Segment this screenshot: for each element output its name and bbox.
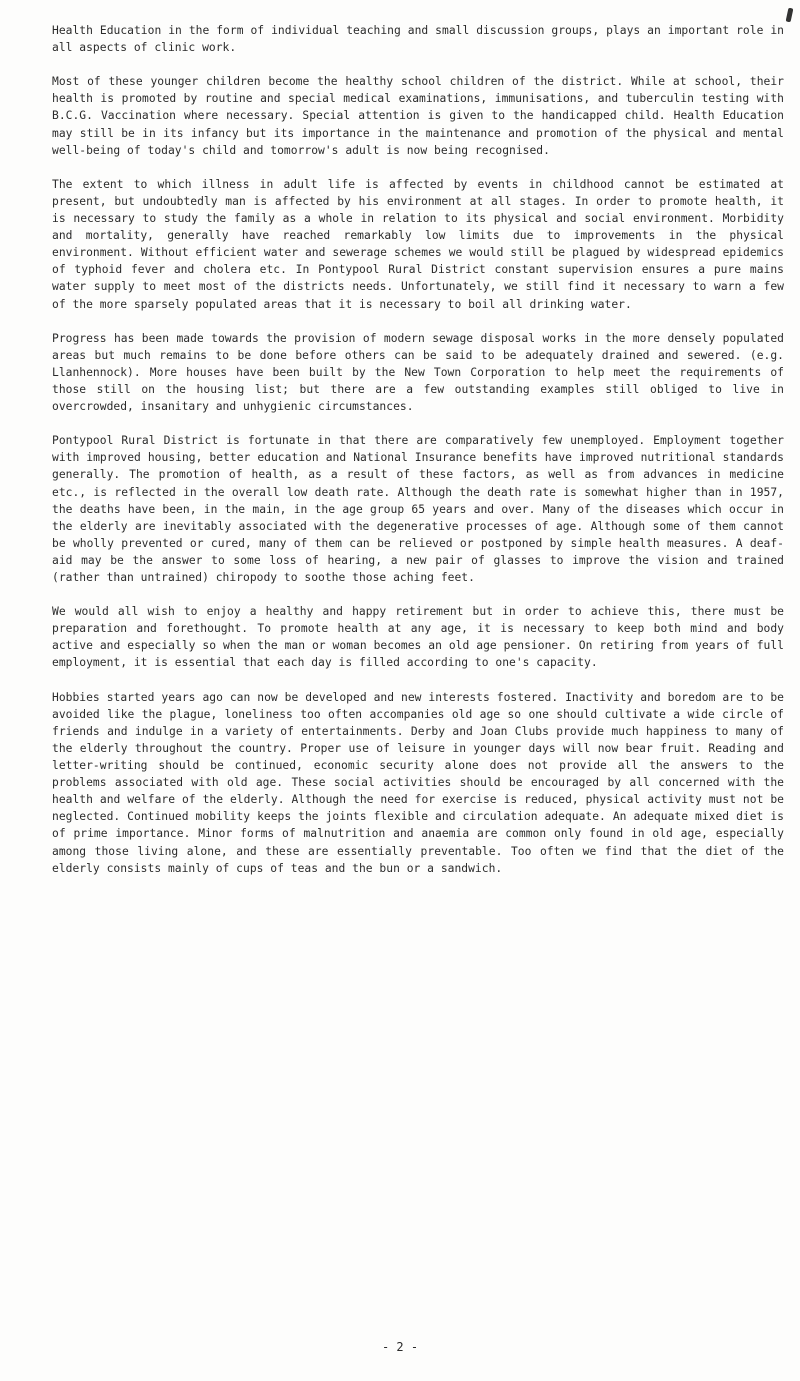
paragraph-environment: The extent to which illness in adult life is affected by events in childhood cannot be estimated at present, but undoubtedly man is affected by his environment at all stages. In order to promote health, it is necessary to study the family as a whole in relation to its physical and social environment. Morbidity and mortality, generally have reached remarkably low limits due to improvements in the physical environment. Without efficient water and sewerage schemes we would still be plagued by widespread epidemics of typhoid fever and cholera etc. In Pontypool Rural District constant supervision ensures a pure mains water supply to meet most of the districts needs. Unfortunately, we still find it necessary to warn a few of the more sparsely populated areas that it is necessary to boil all drinking water. — [52, 177, 784, 311]
body-text — [52, 22, 784, 877]
paragraph-hobbies-diet: Hobbies started years ago can now be developed and new interests fostered. Inactivity and boredom are to be avoided like the plague, loneliness too often accompanies old age so one should cultivate a wide circle of friends and indulge in a variety of entertainments. Derby and Joan Clubs provide much happiness to many of the elderly throughout the country. Proper use of leisure in younger days will now bear fruit. Reading and letter-writing should be continued, economic security alone does not provide all the answers to the problems associated with old age. These social activities should be encouraged by all concerned with the health and welfare of the elderly. Although the need for exercise is reduced, physical activity must not be neglected. Continued mobility keeps the joints flexible and circulation adequate. An adequate mixed diet is of prime importance. Minor forms of malnutrition and anaemia are common only found in old age, especially among those living alone, and these are essentially preventable. Too often we find that the diet of the elderly consists mainly of cups of teas and the bun or a sandwich. — [52, 690, 784, 875]
page-number: - 2 - — [381, 1340, 419, 1354]
paragraph-retirement: We would all wish to enjoy a healthy and happy retirement but in order to achieve this, there must be preparation and forethought. To promote health at any age, it is necessary to keep both mind and body active and especially so when the man or woman becomes an old age pensioner. On retiring from years of full employment, it is essential that each day is filled according to one's capacity. — [52, 605, 784, 670]
paragraph-employment-death-rate: Pontypool Rural District is fortunate in that there are comparatively few unemployed. Employment together with improved housing, better education and National Insurance benefits have improved nutritional standards generally. The promotion of health, as a result of these factors, as well as from advances in medicine etc., is reflected in the overall low death rate. Although the death rate is somewhat higher than in 1957, the deaths have been, in the main, in the age group 65 years and over. Many of the diseases which occur in the elderly are inevitably associated with the degenerative processes of age. Although some of them cannot be wholly prevented or cured, many of them can be relieved or postponed by simple health measures. A deaf-aid may be the answer to some loss of hearing, a new pair of glasses to improve the vision and trained (rather than untrained) chiropody to soothe those aching feet. — [52, 434, 784, 584]
paragraph-sewage-housing: Progress has been made towards the provision of modern sewage disposal works in the more densely populated areas but much remains to be done before others can be said to be adequately drained and sewered. (e.g. Llanhennock). More houses have been built by the New Town Corporation to help meet the requirements of those still on the housing list; but there are a few outstanding examples still obliged to live in overcrowded, insanitary and unhygienic circumstances. — [52, 331, 784, 414]
paragraph-health-education: Health Education in the form of individual teaching and small discussion groups, plays an important role in all aspects of clinic work. — [52, 24, 784, 55]
paragraph-school-children: Most of these younger children become the healthy school children of the district. While at school, their health is promoted by routine and special medical examinations, immunisations, and tuberculin testing with B.C.G. Vaccination where necessary. Special attention is given to the handicapped child. Health Education may still be in its infancy but its importance in the maintenance and promotion of the physical and mental well-being of today's child and tomorrow's adult is now being recognised. — [52, 75, 784, 157]
margin-mark — [786, 8, 794, 23]
